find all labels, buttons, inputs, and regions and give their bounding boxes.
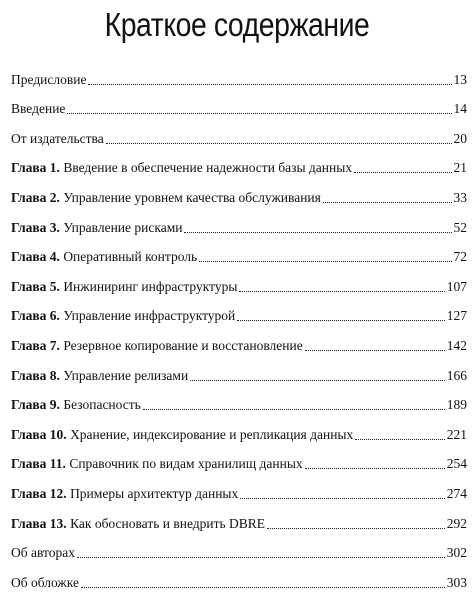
toc-page-number: 20	[453, 130, 467, 146]
toc-page-number: 52	[453, 219, 467, 235]
toc-entry-title	[11, 101, 65, 117]
toc-entry-title	[11, 397, 141, 413]
toc-entry	[11, 354, 467, 384]
toc-page-number: 127	[446, 308, 467, 324]
toc-entry-text: Хранение, индексирование и репликация данных	[70, 426, 354, 442]
toc-chapter-label: Глава 7.	[11, 337, 60, 353]
toc-entry	[11, 117, 467, 147]
toc-entry-text: Введение в обеспечение надежности базы данных	[63, 160, 353, 176]
toc-entry-title	[11, 220, 182, 236]
toc-entry-text: Инжиниринг инфраструктуры	[63, 278, 238, 294]
toc-entry	[11, 502, 467, 532]
toc-entry-title	[11, 131, 104, 147]
toc-entry-text: Об обложке	[11, 574, 79, 590]
toc-entry	[11, 324, 467, 354]
toc-page-number: 254	[446, 456, 467, 472]
dot-leader	[305, 468, 445, 469]
dot-leader	[81, 587, 445, 588]
toc-entry	[11, 88, 467, 118]
toc-entry-title	[11, 249, 197, 265]
toc-chapter-label: Глава 5.	[11, 278, 60, 294]
toc-entry-text: Управление рисками	[63, 219, 183, 235]
toc-chapter-label: Глава 1.	[11, 160, 60, 176]
toc-chapter-label: Глава 3.	[11, 219, 60, 235]
dot-leader	[184, 232, 451, 233]
toc-page-number: 221	[446, 426, 467, 442]
toc-entry-title	[11, 190, 321, 206]
toc-entry-title	[11, 486, 238, 502]
toc-page-number: 292	[446, 515, 467, 531]
toc-entry	[11, 472, 467, 502]
dot-leader	[106, 143, 452, 144]
toc-entry	[11, 295, 467, 325]
dot-leader	[88, 84, 451, 85]
toc-entry-text: Управление уровнем качества обслуживания	[63, 189, 321, 205]
toc-entry-title	[11, 279, 237, 295]
toc-entry	[11, 561, 467, 591]
toc-entry-text: Оперативный контроль	[63, 249, 198, 265]
dot-leader	[267, 528, 445, 529]
dot-leader	[67, 113, 451, 114]
toc-chapter-label: Глава 13.	[11, 515, 67, 531]
toc-entry-text: Справочник по видам хранилищ данных	[69, 456, 303, 472]
toc-entry	[11, 265, 467, 295]
toc-list	[11, 58, 467, 591]
dot-leader	[237, 320, 444, 321]
dot-leader	[77, 557, 445, 558]
toc-entry-title	[11, 575, 79, 591]
toc-entry-title	[11, 72, 86, 88]
toc-entry-text: Управление релизами	[63, 367, 189, 383]
toc-entry-text: Безопасность	[63, 397, 141, 413]
page-title: Краткое содержание	[104, 6, 370, 43]
toc-page-number: 33	[453, 189, 467, 205]
toc-page-number: 142	[446, 337, 467, 353]
dot-leader	[240, 498, 445, 499]
toc-entry	[11, 384, 467, 414]
dot-leader	[323, 202, 452, 203]
dot-leader	[190, 380, 445, 381]
toc-page-number: 274	[446, 485, 467, 501]
toc-page-number: 72	[453, 249, 467, 265]
toc-entry-text: Как обосновать и внедрить DBRE	[70, 515, 266, 531]
toc-entry-text: Резервное копирование и восстановление	[63, 337, 303, 353]
toc-entry	[11, 58, 467, 88]
toc-chapter-label: Глава 10.	[11, 426, 67, 442]
toc-page-number: 21	[453, 160, 467, 176]
toc-chapter-label: Глава 11.	[11, 456, 66, 472]
toc-entry	[11, 532, 467, 562]
toc-entry-text: Примеры архитектур данных	[70, 485, 239, 501]
toc-entry-text: Введение	[11, 101, 66, 117]
toc-page-number: 13	[453, 71, 467, 87]
toc-chapter-label: Глава 4.	[11, 249, 60, 265]
toc-chapter-label: Глава 8.	[11, 367, 60, 383]
toc-entry	[11, 176, 467, 206]
toc-page-number: 302	[446, 545, 467, 561]
toc-chapter-label: Глава 2.	[11, 189, 60, 205]
toc-page-number: 14	[453, 101, 467, 117]
toc-entry	[11, 147, 467, 177]
toc-chapter-label: Глава 6.	[11, 308, 60, 324]
toc-page-number: 107	[446, 278, 467, 294]
toc-page-number: 189	[446, 397, 467, 413]
toc-entry	[11, 413, 467, 443]
toc-page-number: 303	[446, 574, 467, 590]
toc-entry	[11, 206, 467, 236]
toc-entry-title	[11, 338, 303, 354]
toc-entry-title	[11, 160, 352, 176]
toc-entry-title	[11, 545, 75, 561]
toc-entry-title	[11, 368, 188, 384]
dot-leader	[199, 261, 451, 262]
toc-entry-text: Управление инфраструктурой	[63, 308, 236, 324]
toc-entry	[11, 236, 467, 266]
toc-entry-title	[11, 456, 303, 472]
toc-entry-title	[11, 308, 235, 324]
toc-entry	[11, 443, 467, 473]
dot-leader	[143, 409, 445, 410]
dot-leader	[354, 172, 451, 173]
dot-leader	[305, 350, 445, 351]
toc-entry-title	[11, 427, 353, 443]
toc-entry-text: От издательства	[11, 130, 104, 146]
toc-page-number: 166	[446, 367, 467, 383]
toc-chapter-label: Глава 9.	[11, 397, 60, 413]
toc-entry-text: Об авторах	[11, 545, 75, 561]
toc-entry-text: Предисловие	[11, 71, 87, 87]
dot-leader	[355, 439, 444, 440]
toc-chapter-label: Глава 12.	[11, 485, 67, 501]
toc-entry-title	[11, 516, 265, 532]
dot-leader	[239, 291, 444, 292]
